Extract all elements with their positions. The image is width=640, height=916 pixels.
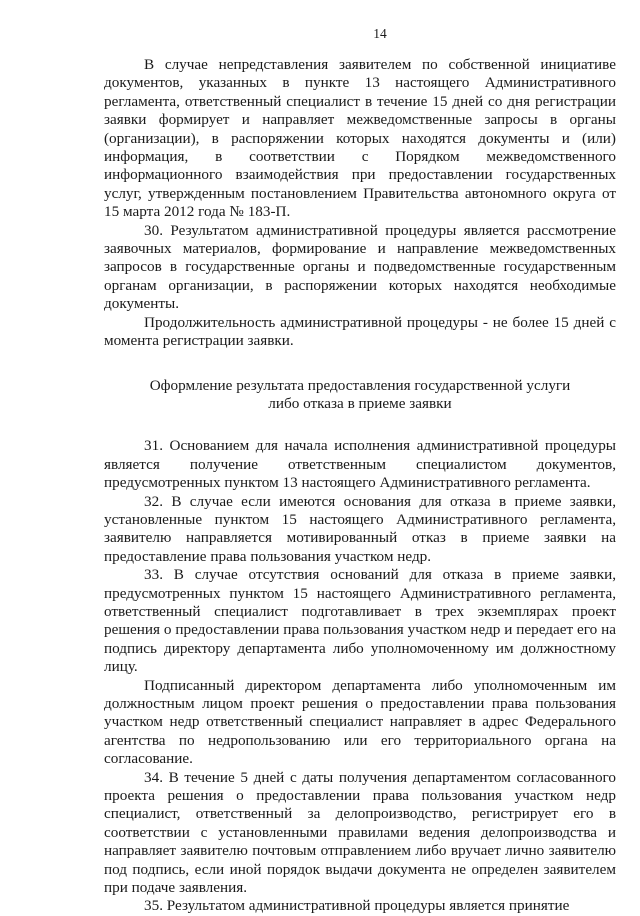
section-heading-line-2: либо отказа в приеме заявки — [268, 394, 452, 412]
paragraph-nonsubmission: В случае непредставления заявителем по собственной инициативе документов, указанных в пункте 13 настоящего Административного регламента, ответственный специалист в течение 15 дней со дня регистрации заявки формирует и направляет межведомственные запросы в органы (организации), в распоряжении которых находятся документы и (или) информация, в соответствии с Порядком межведомственного информационного взаимодействия при предоставлении государственных услуг, утвержденным постановлением Правительства автономного округа от 15 марта 2012 года № 183-П. — [104, 56, 616, 221]
paragraph-34: 34. В течение 5 дней с даты получения департаментом согласованного проекта решения о предоставлении права пользования участком недр специалист, ответственный за делопроизводство, регистрирует его в соответствии с установленными правилами ведения делопроизводства и направляет заявителю почтовым отправлением либо вручает лично заявителю под подпись, если иной порядок выдачи документа не определен заявителем при подаче заявления. — [104, 768, 616, 897]
paragraph-33: 33. В случае отсутствия оснований для отказа в приеме заявки, предусмотренных пунктом 15 настоящего Административного регламента, ответственный специалист подготавливает в трех экземплярах проект решения о предоставлении права пользования участком недр и передает его на подпись директору департамента либо уполномоченному им должностному лицу. — [104, 566, 616, 676]
section-heading — [104, 377, 616, 414]
document-page — [104, 26, 616, 916]
paragraph-30: 30. Результатом административной процедуры является рассмотрение заявочных материалов, формирование и направление межведомственных запросов в государственные органы и подведомственные государственным органам организации, в распоряжении которых находятся необходимые документы. — [104, 221, 616, 313]
section-heading-line-1: Оформление результата предоставления государственной услуги — [149, 376, 571, 394]
page-number: 14 — [373, 26, 387, 41]
paragraph-duration: Продолжительность административной процедуры - не более 15 дней с момента регистрации заявки. — [104, 313, 616, 350]
paragraph-35: 35. Результатом административной процедуры является принятие — [144, 897, 570, 915]
paragraph-32: 32. В случае если имеются основания для отказа в приеме заявки, установленные пунктом 15 настоящего Административного регламента, заявителю направляется мотивированный отказ в приеме заявки на предоставление права пользования участком недр. — [104, 492, 616, 565]
paragraph-signed-draft: Подписанный директором департамента либо уполномоченным им должностным лицом проект решения о предоставлении права пользования участком недр ответственный специалист направляет в адрес Федерального агентства по недропользованию или его территориального органа на согласование. — [104, 676, 616, 768]
paragraph-31: 31. Основанием для начала исполнения административной процедуры является получение ответственным специалистом документов, предусмотренных пунктом 13 настоящего Административного регламента. — [104, 437, 616, 492]
